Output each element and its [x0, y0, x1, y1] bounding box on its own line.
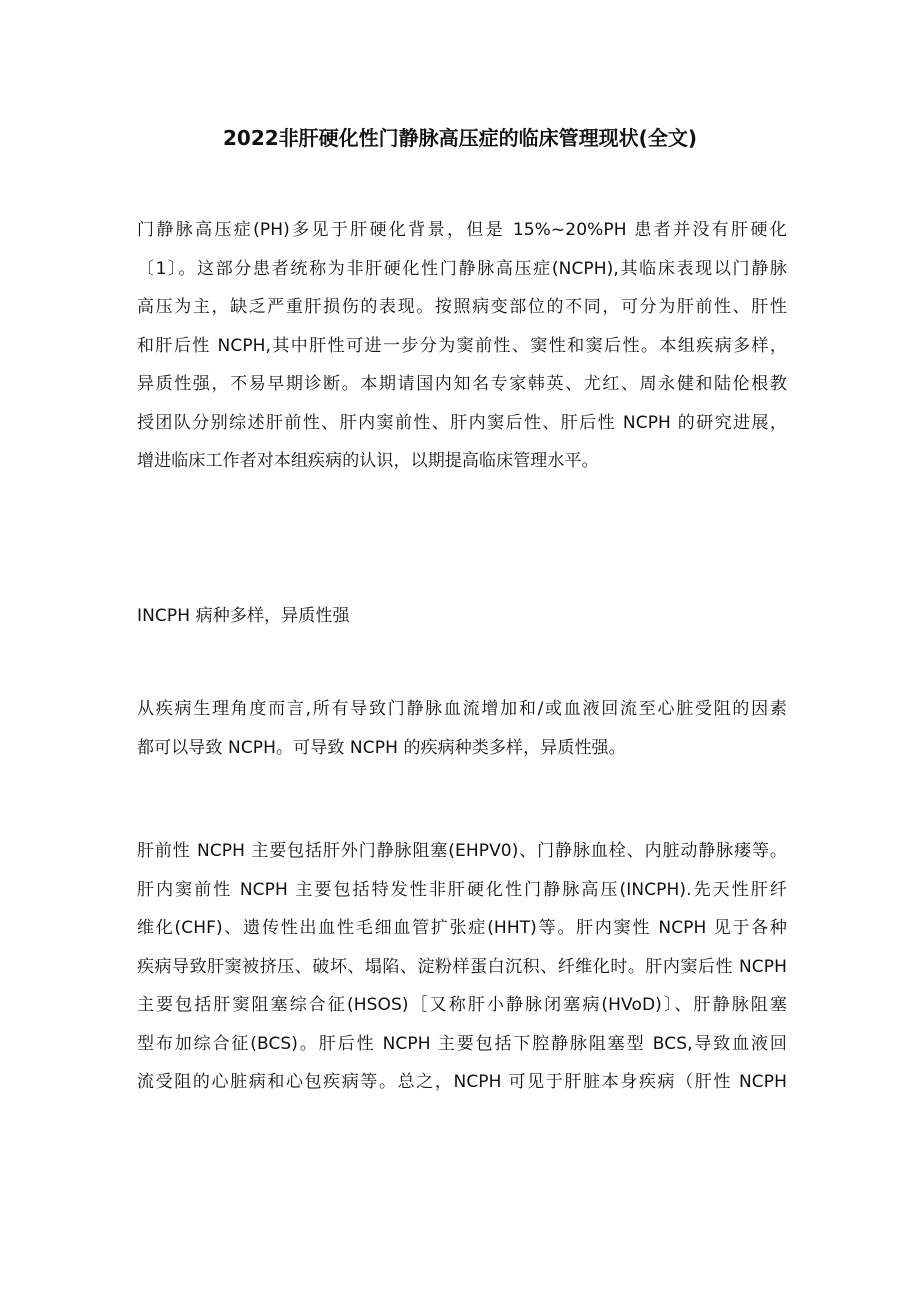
document-title: 2022非肝硬化性门静脉高压症的临床管理现状(全文) — [223, 126, 697, 150]
paragraph-line: 从疾病生理角度而言,所有导致门静脉血流增加和/或血液回流至心脏受阻的因素 — [137, 699, 787, 719]
paragraph-line: 疾病导致肝窦被挤压、破坏、塌陷、淀粉样蛋白沉积、纤维化时。肝内窦后性 NCPH — [137, 956, 787, 977]
paragraph-line: 增进临床工作者对本组疾病的认识，以期提高临床管理水平。 — [137, 451, 599, 471]
paragraph-line: 都可以导致 NCPH。可导致 NCPH 的疾病种类多样，异质性强。 — [137, 737, 626, 758]
paragraph-line: 肝前性 NCPH 主要包括肝外门静脉阻塞(EHPV0)、门静脉血栓、内脏动静脉瘘等。 — [137, 841, 787, 861]
paragraph-line: 门静脉高压症(PH)多见于肝硬化背景，但是 15%~20%PH 患者并没有肝硬化 — [137, 220, 787, 240]
section-heading — [137, 597, 787, 636]
paragraph-pathophysiology — [137, 690, 787, 767]
paragraph-line: 异质性强，不易早期诊断。本期请国内知名专家韩英、尤红、周永健和陆伦根教 — [137, 374, 787, 394]
paragraph-line: 主要包括肝窦阻塞综合征(HSOS)［又称肝小静脉闭塞病(HVoD)〕、肝静脉阻塞 — [137, 995, 787, 1015]
paragraph-line: 维化(CHF)、遗传性出血性毛细血管扩张症(HHT)等。肝内窦性 NCPH 见于各种 — [137, 918, 787, 938]
paragraph-line: 肝内窦前性 NCPH 主要包括特发性非肝硬化性门静脉高压(INCPH).先天性肝纤 — [137, 879, 787, 900]
paragraph-classification — [137, 832, 787, 1102]
paragraph-introduction — [137, 211, 787, 481]
paragraph-line: 和肝后性 NCPH,其中肝性可进一步分为窦前性、窦性和窦后性。本组疾病多样， — [137, 335, 787, 356]
section-heading-text: INCPH 病种多样，异质性强 — [137, 606, 350, 626]
paragraph-line: 型布加综合征(BCS)。肝后性 NCPH 主要包括下腔静脉阻塞型 BCS,导致血液回 — [137, 1033, 787, 1054]
paragraph-line: 〔1〕。这部分患者统称为非肝硬化性门静脉高压症(NCPH),其临床表现以门静脉 — [137, 258, 787, 279]
paragraph-line: 流受阻的心脏病和心包疾病等。总之，NCPH 可见于肝脏本身疾病（肝性 NCPH — [137, 1072, 787, 1092]
paragraph-line: 授团队分别综述肝前性、肝内窦前性、肝内窦后性、肝后性 NCPH 的研究进展， — [137, 412, 787, 433]
paragraph-line: 高压为主，缺乏严重肝损伤的表现。按照病变部位的不同，可分为肝前性、肝性 — [137, 297, 787, 317]
